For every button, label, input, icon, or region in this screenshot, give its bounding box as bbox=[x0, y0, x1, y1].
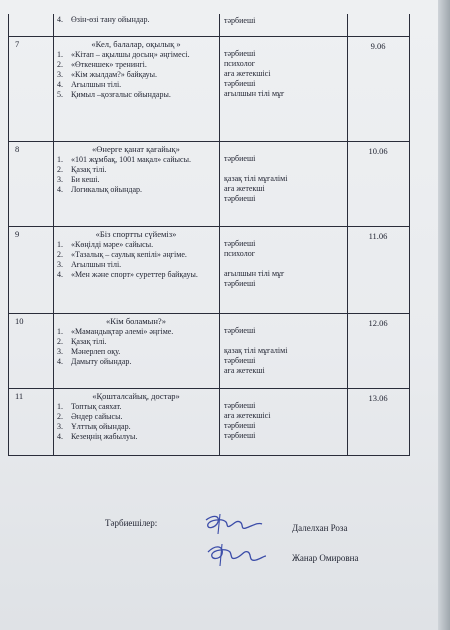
item-number: 1. bbox=[57, 50, 63, 59]
item-number: 4. bbox=[57, 357, 63, 366]
date-cell bbox=[347, 227, 409, 313]
activity-list bbox=[53, 240, 219, 280]
responsible-cell bbox=[219, 142, 348, 226]
row-number: 8 bbox=[15, 144, 20, 154]
item-number: 5. bbox=[57, 90, 63, 99]
item-text: «Кітап – ақылшы досың» әңгімесі. bbox=[71, 50, 190, 59]
item-text: «101 жұмбақ, 1001 мақал» сайысы. bbox=[71, 155, 191, 164]
item-number: 2. bbox=[57, 250, 63, 259]
day-theme-title: «Қошталсайық, достар» bbox=[92, 391, 180, 401]
item-number: 1. bbox=[57, 240, 63, 249]
responsible-person bbox=[224, 336, 347, 346]
responsible-person: тәрбиеші bbox=[224, 16, 256, 25]
list-item bbox=[57, 357, 217, 367]
row-number: 10 bbox=[15, 316, 24, 326]
list-item bbox=[57, 337, 217, 347]
event-date: 13.06 bbox=[368, 393, 388, 403]
list-item bbox=[57, 422, 217, 432]
table-row bbox=[9, 227, 409, 314]
item-text: «Мен және спорт» суреттер байқауы. bbox=[71, 270, 198, 279]
item-number: 2. bbox=[57, 412, 63, 421]
item-number: 2. bbox=[57, 165, 63, 174]
item-text: «Көңілді мәре» сайысы. bbox=[71, 240, 154, 249]
responsible-person: ағылшын тілі мұғ bbox=[224, 89, 285, 98]
responsible-person: тәрбиеші bbox=[224, 49, 256, 58]
item-number: 4. bbox=[57, 270, 63, 279]
responsible-person: тәрбиеші bbox=[224, 279, 256, 288]
activity-cell bbox=[53, 142, 220, 226]
list-item bbox=[57, 250, 217, 260]
item-number: 3. bbox=[57, 260, 63, 269]
list-item bbox=[57, 347, 217, 357]
item-text: Би кеші. bbox=[71, 175, 100, 184]
list-item bbox=[57, 60, 217, 70]
list-item bbox=[57, 327, 217, 337]
activity-cell bbox=[53, 227, 220, 313]
list-item bbox=[57, 155, 217, 165]
responsible-person bbox=[224, 164, 347, 174]
date-cell bbox=[347, 389, 409, 455]
item-text: Қазақ тілі. bbox=[71, 165, 107, 174]
date-cell bbox=[347, 14, 409, 36]
activity-cell bbox=[53, 14, 220, 36]
signer-name-1: Далелхан Роза bbox=[292, 523, 348, 533]
responsible-person: тәрбиеші bbox=[224, 154, 256, 163]
item-number: 4. bbox=[57, 15, 63, 24]
signature-image bbox=[200, 508, 268, 578]
item-number: 1. bbox=[57, 327, 63, 336]
list-item bbox=[57, 90, 217, 100]
item-text: Дамыту ойындар. bbox=[71, 357, 132, 366]
row-number: 7 bbox=[15, 39, 20, 49]
item-number: 3. bbox=[57, 422, 63, 431]
row-number bbox=[9, 14, 53, 16]
item-number: 2. bbox=[57, 60, 63, 69]
activity-cell bbox=[53, 314, 220, 388]
responsible-person: тәрбиеші bbox=[224, 431, 256, 440]
list-item bbox=[57, 175, 217, 185]
responsible-list bbox=[219, 142, 347, 204]
list-item bbox=[57, 402, 217, 412]
activity-list bbox=[53, 155, 219, 195]
activity-cell bbox=[53, 37, 220, 141]
table-row bbox=[9, 389, 409, 456]
responsible-person: ағылшын тілі мұғ bbox=[224, 269, 285, 278]
list-item bbox=[57, 240, 217, 250]
responsible-list bbox=[219, 314, 347, 376]
responsible-person: аға жетекшісі bbox=[224, 69, 271, 78]
item-text: Өзін-өзі тану ойындар. bbox=[71, 15, 150, 24]
responsible-person bbox=[224, 259, 347, 269]
responsible-person: аға жетекшісі bbox=[224, 411, 271, 420]
responsible-person: тәрбиеші bbox=[224, 194, 256, 203]
item-text: Ұлттық ойындар. bbox=[71, 422, 131, 431]
row-number-cell bbox=[9, 37, 54, 141]
responsible-person: тәрбиеші bbox=[224, 326, 256, 335]
event-date: 12.06 bbox=[368, 318, 388, 328]
item-number: 1. bbox=[57, 402, 63, 411]
item-text: Қазақ тілі. bbox=[71, 337, 107, 346]
signer-name-2: Жанар Омировна bbox=[292, 553, 359, 563]
row-number-cell bbox=[9, 389, 54, 455]
responsible-person bbox=[224, 316, 347, 326]
table-row bbox=[9, 314, 409, 389]
row-number-cell bbox=[9, 14, 54, 36]
list-item bbox=[57, 80, 217, 90]
responsible-person bbox=[224, 391, 347, 401]
responsible-person bbox=[224, 144, 347, 154]
activity-list bbox=[53, 402, 219, 442]
responsible-person bbox=[224, 39, 347, 49]
date-cell bbox=[347, 37, 409, 141]
responsible-cell bbox=[219, 389, 348, 455]
day-theme-title: «Өнерге қанат қағайық» bbox=[92, 144, 180, 154]
signer-names bbox=[292, 513, 358, 573]
item-number: 4. bbox=[57, 432, 63, 441]
page-edge-background bbox=[438, 0, 450, 630]
activity-list bbox=[53, 50, 219, 100]
activity-list bbox=[53, 327, 219, 367]
responsible-person: психолог bbox=[224, 249, 255, 258]
item-text: Әндер сайысы. bbox=[71, 412, 123, 421]
activity-list bbox=[53, 15, 219, 25]
responsible-person: аға жетекші bbox=[224, 184, 265, 193]
item-number: 3. bbox=[57, 347, 63, 356]
responsible-cell bbox=[219, 14, 348, 36]
responsible-person: тәрбиеші bbox=[224, 356, 256, 365]
event-date bbox=[347, 14, 409, 18]
item-text: Ағылшын тілі. bbox=[71, 80, 122, 89]
item-number: 4. bbox=[57, 185, 63, 194]
item-text: «Кім жылдам?» байқауы. bbox=[71, 70, 158, 79]
schedule-table bbox=[8, 14, 410, 456]
item-text: Топтық саяхат. bbox=[71, 402, 122, 411]
list-item bbox=[57, 432, 217, 442]
list-item bbox=[57, 260, 217, 270]
item-text: Кезеңнің жабылуы. bbox=[71, 432, 138, 441]
day-theme-title: «Біз спортты сүйеміз» bbox=[95, 229, 177, 239]
item-text: Қимыл –қозғалыс ойындары. bbox=[71, 90, 171, 99]
responsible-person bbox=[224, 229, 347, 239]
item-text: Логикалық ойындар. bbox=[71, 185, 142, 194]
signers-label: Тәрбиешілер: bbox=[105, 518, 158, 528]
row-number-cell bbox=[9, 314, 54, 388]
table-row bbox=[9, 37, 409, 142]
event-date: 11.06 bbox=[368, 231, 388, 241]
responsible-person: тәрбиеші bbox=[224, 79, 256, 88]
responsible-person: тәрбиеші bbox=[224, 421, 256, 430]
item-text: «Тазалық – саулық кепілі» әңгіме. bbox=[71, 250, 187, 259]
responsible-list bbox=[219, 14, 347, 26]
list-item bbox=[57, 70, 217, 80]
event-date: 10.06 bbox=[368, 146, 388, 156]
responsible-person: тәрбиеші bbox=[224, 239, 256, 248]
row-number-cell bbox=[9, 142, 54, 226]
responsible-cell bbox=[219, 314, 348, 388]
responsible-cell bbox=[219, 227, 348, 313]
responsible-list bbox=[219, 37, 347, 99]
list-item bbox=[57, 412, 217, 422]
responsible-cell bbox=[219, 37, 348, 141]
responsible-person: психолог bbox=[224, 59, 255, 68]
item-number: 3. bbox=[57, 175, 63, 184]
list-item bbox=[57, 185, 217, 195]
item-text: Мәнерлеп оқу. bbox=[71, 347, 121, 356]
row-number: 11 bbox=[15, 391, 24, 401]
date-cell bbox=[347, 314, 409, 388]
responsible-person: қазақ тілі мұғалімі bbox=[224, 174, 288, 183]
row-number-cell bbox=[9, 227, 54, 313]
event-date: 9.06 bbox=[370, 41, 386, 51]
responsible-list bbox=[219, 389, 347, 441]
responsible-person: тәрбиеші bbox=[224, 401, 256, 410]
day-theme-title: «Кел, балалар, оқылық » bbox=[91, 39, 181, 49]
item-text: «Мамандықтар әлемі» әңгіме. bbox=[71, 327, 174, 336]
item-number: 4. bbox=[57, 80, 63, 89]
table-row bbox=[9, 14, 409, 37]
item-number: 2. bbox=[57, 337, 63, 346]
date-cell bbox=[347, 142, 409, 226]
list-item bbox=[57, 50, 217, 60]
responsible-person: қазақ тілі мұғалімі bbox=[224, 346, 288, 355]
list-item bbox=[57, 270, 217, 280]
day-theme-title: «Кім боламын?» bbox=[106, 316, 166, 326]
item-text: Ағылшын тілі. bbox=[71, 260, 122, 269]
list-item bbox=[57, 15, 217, 25]
list-item bbox=[57, 165, 217, 175]
responsible-list bbox=[219, 227, 347, 289]
item-number: 3. bbox=[57, 70, 63, 79]
responsible-person: аға жетекші bbox=[224, 366, 265, 375]
activity-cell bbox=[53, 389, 220, 455]
item-text: «Өткеншек» тренингі. bbox=[71, 60, 147, 69]
row-number: 9 bbox=[15, 229, 20, 239]
item-number: 1. bbox=[57, 155, 63, 164]
table-row bbox=[9, 142, 409, 227]
